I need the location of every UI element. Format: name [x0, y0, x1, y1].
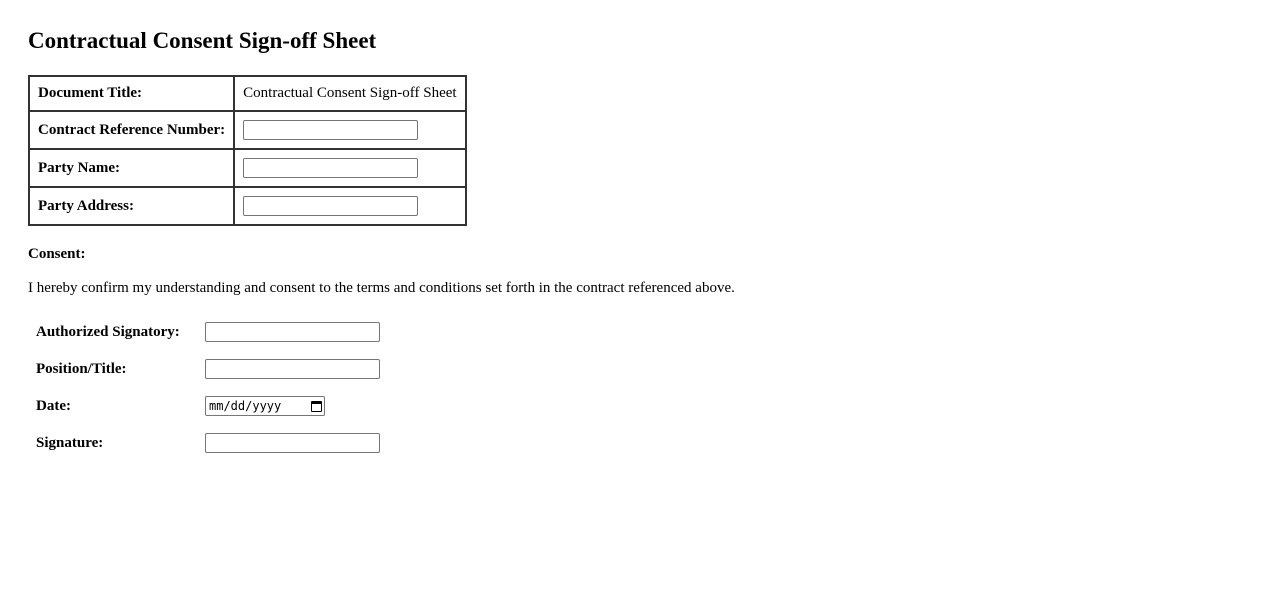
signature-label: Signature: — [36, 434, 104, 451]
date-placeholder: mm/dd/yyyy — [209, 399, 282, 413]
authorized-signatory-row — [36, 322, 380, 342]
info-table — [28, 75, 467, 226]
position-title-row — [36, 359, 380, 379]
position-title-label: Position/Title: — [36, 360, 127, 377]
contract-reference-label: Contract Reference Number: — [29, 111, 234, 149]
table-row — [29, 149, 466, 187]
date-label: Date: — [36, 397, 71, 414]
party-name-input[interactable] — [243, 158, 418, 178]
party-address-label: Party Address: — [29, 187, 234, 225]
document-title-value: Contractual Consent Sign-off Sheet — [234, 76, 465, 111]
document-title-label: Document Title: — [29, 76, 234, 111]
table-row — [29, 187, 466, 225]
consent-statement: I hereby confirm my understanding and consent to the terms and conditions set forth in the contract referenced above. — [28, 280, 735, 296]
consent-heading: Consent: — [28, 246, 86, 262]
signature-row — [36, 433, 380, 453]
table-row — [29, 111, 466, 149]
date-input[interactable] — [205, 396, 325, 416]
party-address-input[interactable] — [243, 196, 418, 216]
date-row — [36, 396, 325, 416]
contract-reference-input[interactable] — [243, 120, 418, 140]
party-name-label: Party Name: — [29, 149, 234, 187]
authorized-signatory-label: Authorized Signatory: — [36, 323, 180, 340]
authorized-signatory-input[interactable] — [205, 322, 380, 342]
signature-input[interactable] — [205, 433, 380, 453]
table-row — [29, 76, 466, 111]
page-title: Contractual Consent Sign-off Sheet — [28, 28, 377, 53]
position-title-input[interactable] — [205, 359, 380, 379]
calendar-icon[interactable] — [311, 401, 322, 412]
